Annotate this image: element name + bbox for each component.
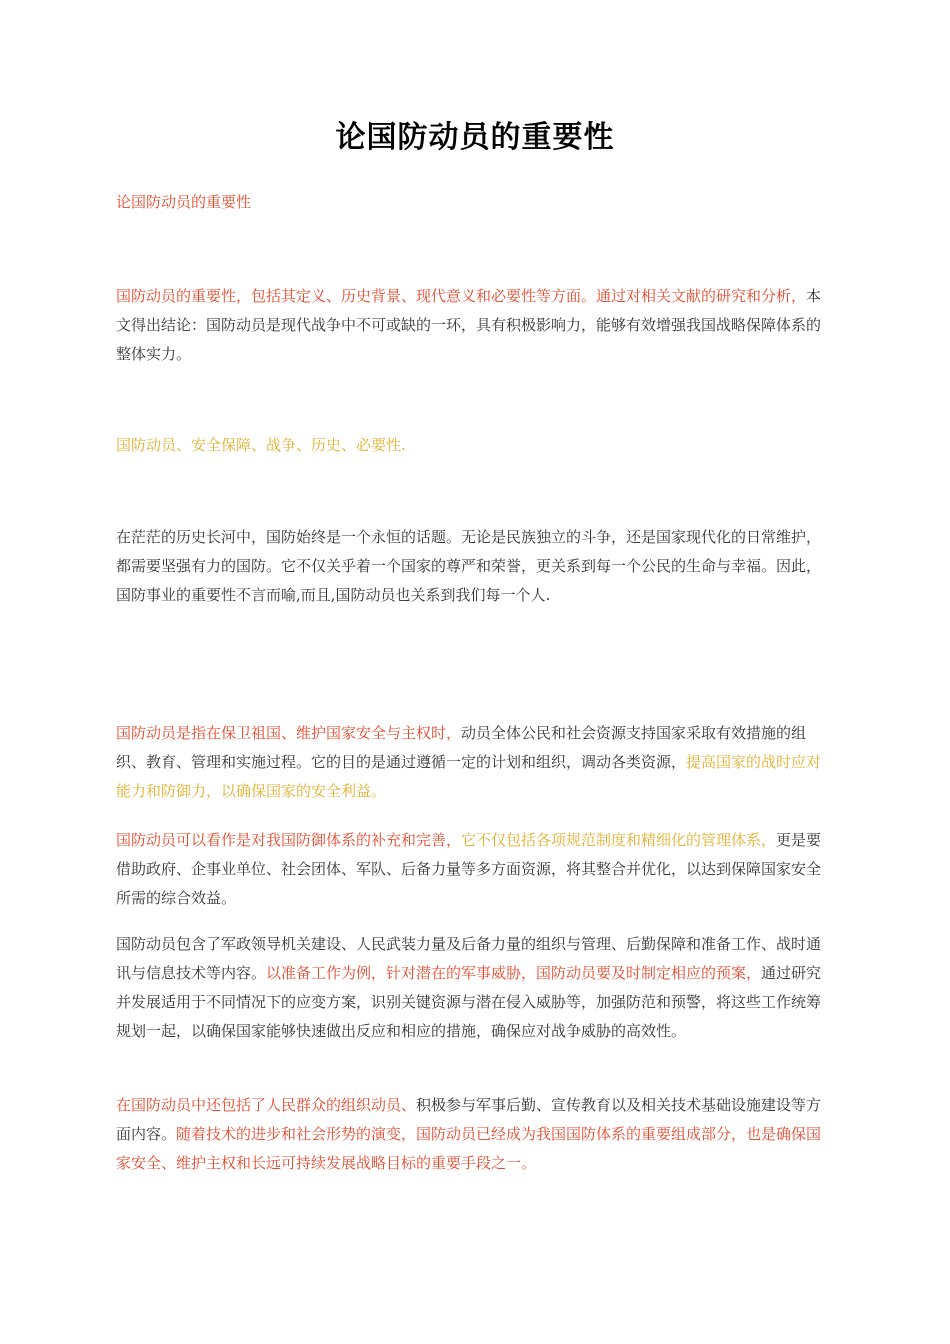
abstract-paragraph (116, 282, 828, 369)
people-paragraph (116, 1091, 828, 1178)
supplement-paragraph (116, 826, 828, 913)
definition-paragraph (116, 719, 828, 806)
people-text: 积极参与军事后勤、宣传教育以及相关技术基础设施建设等方面内容。 (116, 1096, 822, 1143)
definition-highlight: 国防动员是指在保卫祖国、维护国家安全与主权时， (116, 724, 462, 742)
supplement-text: 更是要借助政府、企事业单位、社会团体、军队、后备力量等多方面资源，将其整合并优化，以达到保障国家安全所需的综合效益。 (116, 831, 822, 907)
supplement-highlight: 国防动员可以看作是对我国防御体系的补充和完善， (116, 831, 462, 849)
content-paragraph (116, 930, 828, 1046)
definition-text: 动员全体公民和社会资源支持国家采取有效措施的组织、教育、管理和实施过程。它的目的是通过遵循一定的计划和组织，调动各类资源， (116, 724, 807, 771)
definition-goal: 提高国家的战时应对能力和防御力，以确保国家的安全利益。 (116, 753, 822, 800)
abstract-text: 本文得出结论：国防动员是现代战争中不可或缺的一环，具有积极影响力，能够有效增强我国战略保障体系的整体实力。 (116, 287, 822, 363)
abstract-highlight: 国防动员的重要性，包括其定义、历史背景、现代意义和必要性等方面。通过对相关文献的研究和分析， (116, 287, 807, 305)
keywords-paragraph: 国防动员、安全保障、战争、历史、必要性. (116, 436, 406, 454)
content-text: 国防动员包含了军政领导机关建设、人民武装力量及后备力量的组织与管理、后勤保障和准备工作、战时通讯与信息技术等内容。 (116, 935, 822, 982)
supplement-gold: 它不仅包括各项规范制度和精细化的管理体系， (461, 831, 777, 849)
people-highlight-2: 随着技术的进步和社会形势的演变，国防动员已经成为我国国防体系的重要组成部分，也是确保国家安全、维护主权和长远可持续发展战略目标的重要手段之一。 (116, 1125, 822, 1172)
content-highlight: 以准备工作为例，针对潜在的军事威胁，国防动员要及时制定相应的预案， (266, 964, 762, 982)
content-text-2: 通过研究并发展适用于不同情况下的应变方案，识别关键资源与潜在侵入威胁等，加强防范和预警，将这些工作统筹规划一起，以确保国家能够快速做出反应和相应的措施，确保应对战争威胁的高效性。 (116, 964, 822, 1040)
document-title: 论国防动员的重要性 (335, 120, 615, 155)
subtitle-paragraph: 论国防动员的重要性 (116, 193, 252, 211)
intro-paragraph: 在茫茫的历史长河中，国防始终是一个永恒的话题。无论是民族独立的斗争，还是国家现代化的日常维护，都需要坚强有力的国防。它不仅关乎着一个国家的尊严和荣誉，更关系到每一个公民的生命与幸福。因此，国防事业的重要性不言而喻,而且,国防动员也关系到我们每一个人. (116, 528, 822, 604)
people-highlight: 在国防动员中还包括了人民群众的组织动员、 (116, 1096, 417, 1114)
